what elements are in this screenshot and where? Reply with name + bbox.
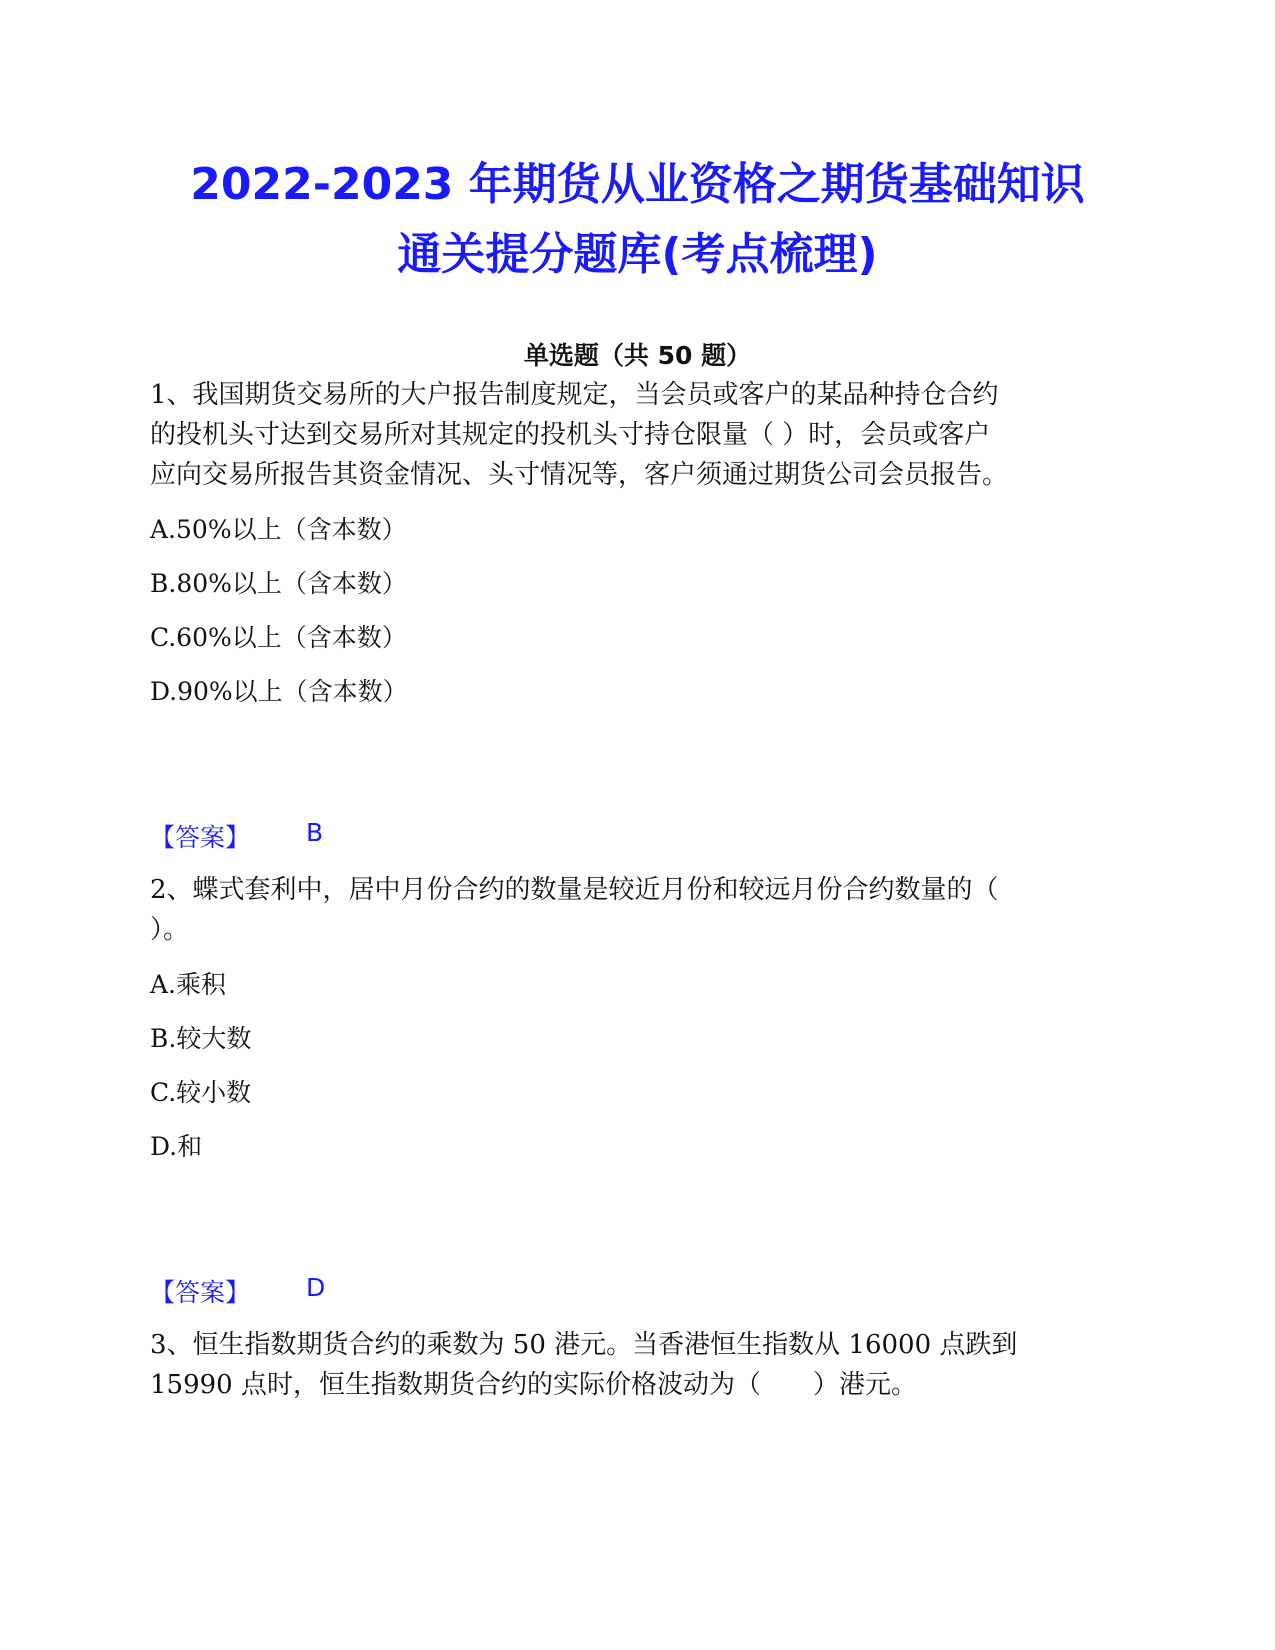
answer-value: B	[306, 818, 324, 847]
document-title-line-2: 通关提分题库(考点梳理)	[397, 229, 878, 280]
question-1-line-3: 应向交易所报告其资金情况、头寸情况等，客户须通过期货公司会员报告。	[150, 460, 1009, 490]
question-2-option-c: C.较小数	[150, 1078, 252, 1107]
question-1-line-2: 的投机头寸达到交易所对其规定的投机头寸持仓限量（ ）时，会员或客户	[150, 420, 991, 450]
question-2-line-2: ）。	[150, 915, 190, 945]
document-title-line-1: 2022-2023 年期货从业资格之期货基础知识	[190, 159, 1085, 210]
question-2-option-a: A.乘积	[150, 970, 227, 999]
answer-value: D	[306, 1273, 326, 1302]
answer-label: 【答案】	[150, 1278, 251, 1307]
question-2-answer	[150, 1273, 326, 1309]
question-1-option-c: C.60%以上（含本数）	[150, 623, 407, 652]
question-2-option-d: D.和	[150, 1132, 203, 1161]
question-1	[150, 375, 1100, 495]
question-1-answer	[150, 818, 324, 854]
question-1-option-b: B.80%以上（含本数）	[150, 569, 407, 598]
question-1-option-a: A.50%以上（含本数）	[150, 515, 407, 544]
question-3	[150, 1325, 1100, 1405]
question-2	[150, 870, 1100, 950]
question-3-line-2: 15990 点时，恒生指数期货合约的实际价格波动为（ ）港元。	[150, 1370, 917, 1400]
answer-label: 【答案】	[150, 823, 251, 852]
section-heading: 单选题（共 50 题）	[523, 341, 752, 370]
question-2-option-b: B.较大数	[150, 1024, 252, 1053]
question-3-line-1: 3、恒生指数期货合约的乘数为 50 港元。当香港恒生指数从 16000 点跌到	[150, 1330, 1018, 1360]
question-1-option-d: D.90%以上（含本数）	[150, 677, 408, 706]
question-1-line-1: 1、我国期货交易所的大户报告制度规定，当会员或客户的某品种持仓合约	[150, 380, 999, 410]
question-2-line-1: 2、蝶式套利中，居中月份合约的数量是较近月份和较远月份合约数量的（	[150, 875, 999, 905]
